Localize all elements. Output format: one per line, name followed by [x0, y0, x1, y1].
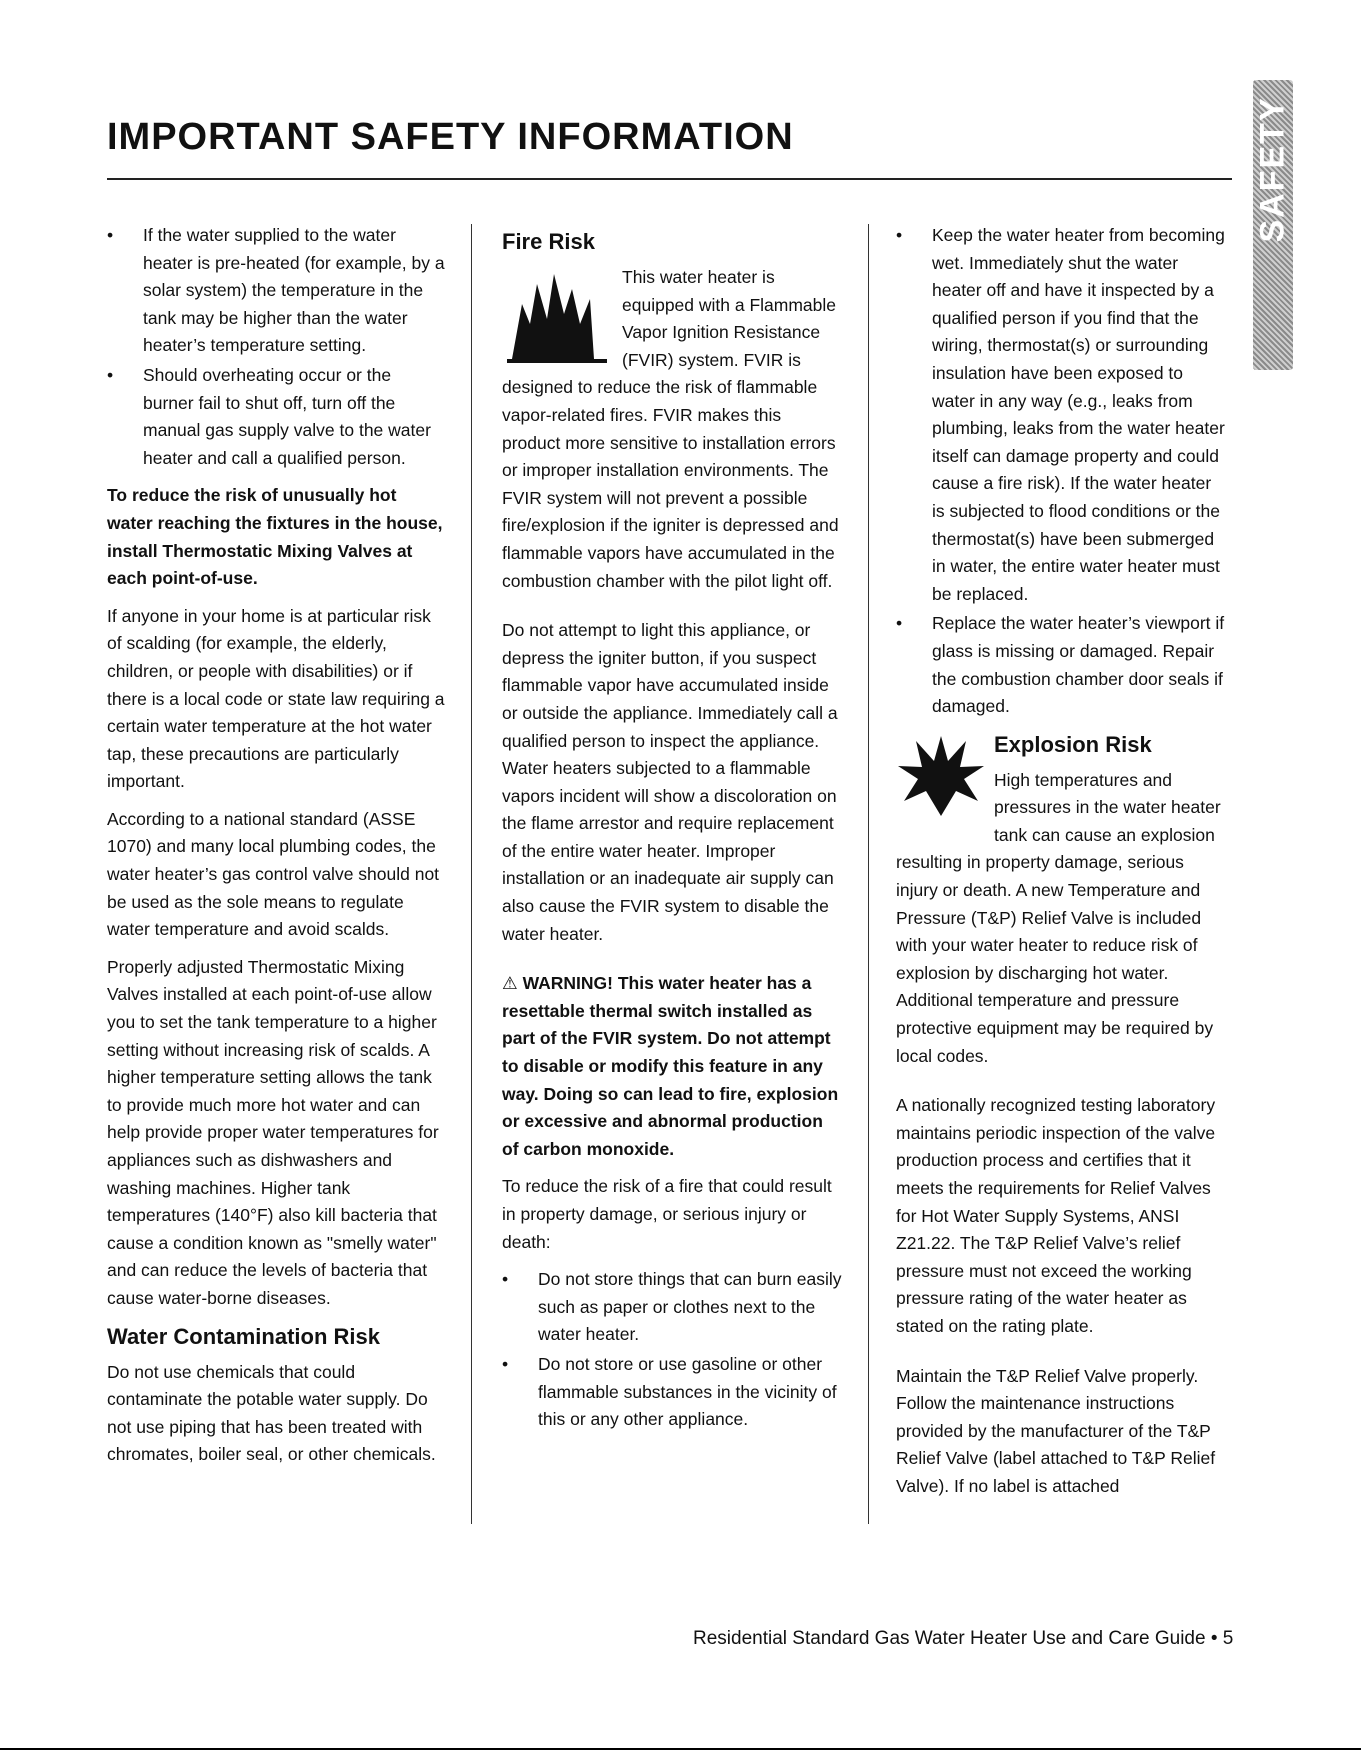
- bold-instruction: To reduce the risk of unusually hot water reaching the fixtures in the house, install Thermostatic Mixing Valves at each point-of-use.: [107, 485, 443, 589]
- bullet-list: [107, 222, 445, 472]
- bottom-rule: [0, 1748, 1361, 1750]
- page-title: IMPORTANT SAFETY INFORMATION: [107, 116, 794, 158]
- side-tab-label: SAFETY: [1253, 96, 1292, 243]
- paragraph: Do not use chemicals that could contaminate the potable water supply. Do not use piping that has been treated with chromates, boiler seal, or other chemicals.: [107, 1361, 436, 1465]
- section-heading-water-contamination: Water Contamination Risk: [107, 1323, 380, 1349]
- fire-icon: [502, 264, 612, 364]
- column-2: [502, 222, 842, 1444]
- paragraph: This water heater is equipped with a Flammable Vapor Ignition Resistance (FVIR) system. FVIR is designed to reduce the risk of flammable vapor-related fires. FVIR makes this product more sensitive to installation errors or improper installation environments. The FVIR system will not prevent a possible fire/explosion if the igniter is depressed and flammable vapors have accumulated in the combustion chamber with the pilot light off.: [502, 267, 839, 591]
- bullet-list: [896, 222, 1226, 721]
- paragraph: To reduce the risk of a fire that could result in property damage, or serious injury or death:: [502, 1176, 832, 1252]
- list-item: • Do not store things that can burn easily such as paper or clothes next to the water heater.: [502, 1266, 842, 1349]
- paragraph: Properly adjusted Thermostatic Mixing Valves installed at each point-of-use allow you to set the tank temperature to a higher setting without increasing risk of scalds. A higher temperature setting allows the tank to provide much more hot water and can help provide proper water temperatures for appliances such as dishwashers and washing machines. Higher tank temperatures (140°F) also kill bacteria that cause a condition known as "smelly water" and can reduce the levels of bacteria that cause water-borne diseases.: [107, 956, 439, 1308]
- explosion-icon: [896, 731, 986, 821]
- column-1: [107, 222, 445, 1479]
- warning-label: WARNING! This water heater has a resettable thermal switch installed as part of the FVIR system. Do not attempt to disable or modify this feature in any way. Doing so can lead to fire, explosion or excessive and abnormal production of carbon monoxide.: [502, 973, 839, 1159]
- column-divider: [471, 224, 472, 1524]
- paragraph: If anyone in your home is at particular risk of scalding (for example, the elderly, children, or people with disabilities) or if there is a local code or state law requiring a certain water temperature at the hot water tap, these precautions are particularly important.: [107, 605, 445, 792]
- section-heading-fire-risk: Fire Risk: [502, 229, 595, 254]
- paragraph: A nationally recognized testing laboratory maintains periodic inspection of the valve production process and certifies that it meets the requirements for Relief Valves for Hot Water Supply Systems, ANSI Z21.22. The T&P Relief Valve’s relief pressure must not exceed the working pressure rating of the water heater as stated on the rating plate.: [896, 1095, 1216, 1336]
- paragraph: Do not attempt to light this appliance, or depress the igniter button, if you suspect flammable vapor have accumulated inside or outside the appliance. Immediately call a qualified person to inspect the appliance. Water heaters subjected to a flammable vapors incident will show a discoloration on the flame arrestor and require replacement of the entire water heater. Improper installation or an inadequate air supply can also cause the FVIR system to disable the water heater.: [502, 620, 838, 944]
- list-item: • If the water supplied to the water heater is pre-heated (for example, by a solar system) the temperature in the tank may be higher than the water heater’s temperature setting.: [107, 222, 445, 360]
- list-item: • Replace the water heater’s viewport if glass is missing or damaged. Repair the combustion chamber door seals if damaged.: [896, 610, 1226, 720]
- paragraph: According to a national standard (ASSE 1070) and many local plumbing codes, the water heater’s gas control valve should not be used as the sole means to regulate water temperature and avoid scalds.: [107, 808, 440, 940]
- side-tab: [1253, 80, 1293, 370]
- list-item: • Do not store or use gasoline or other flammable substances in the vicinity of this or any other appliance.: [502, 1351, 842, 1434]
- paragraph: High temperatures and pressures in the water heater tank can cause an explosion resulting in property damage, serious injury or death. A new Temperature and Pressure (T&P) Relief Valve is included with your water heater to reduce risk of explosion by discharging hot water. Additional temperature and pressure protective equipment may be required by local codes.: [896, 769, 1221, 1066]
- column-divider: [868, 224, 869, 1524]
- section-heading-explosion-risk: Explosion Risk: [994, 731, 1152, 757]
- bullet-list: [502, 1266, 842, 1434]
- paragraph: Maintain the T&P Relief Valve properly. Follow the maintenance instructions provided by the manufacturer of the T&P Relief Valve (label attached to T&P Relief Valve). If no label is attached: [896, 1365, 1216, 1496]
- page-footer: Residential Standard Gas Water Heater Use and Care Guide • 5: [693, 1628, 1234, 1649]
- list-item: • Keep the water heater from becoming wet. Immediately shut the water heater off and have it inspected by a qualified person if you find that the wiring, thermostat(s) or surrounding insulation have been exposed to water in any way (e.g., leaks from plumbing, leaks from the water heater itself can damage property and could cause a fire risk). If the water heater is subjected to flood conditions or the thermostat(s) have been submerged in water, the entire water heater must be replaced.: [896, 222, 1226, 608]
- warning-text: [502, 970, 842, 1163]
- list-item: • Should overheating occur or the burner fail to shut off, turn off the manual gas supply valve to the water heater and call a qualified person.: [107, 362, 445, 472]
- title-rule: [107, 178, 1232, 180]
- warning-icon: ⚠: [502, 973, 523, 994]
- column-3: [896, 222, 1226, 1511]
